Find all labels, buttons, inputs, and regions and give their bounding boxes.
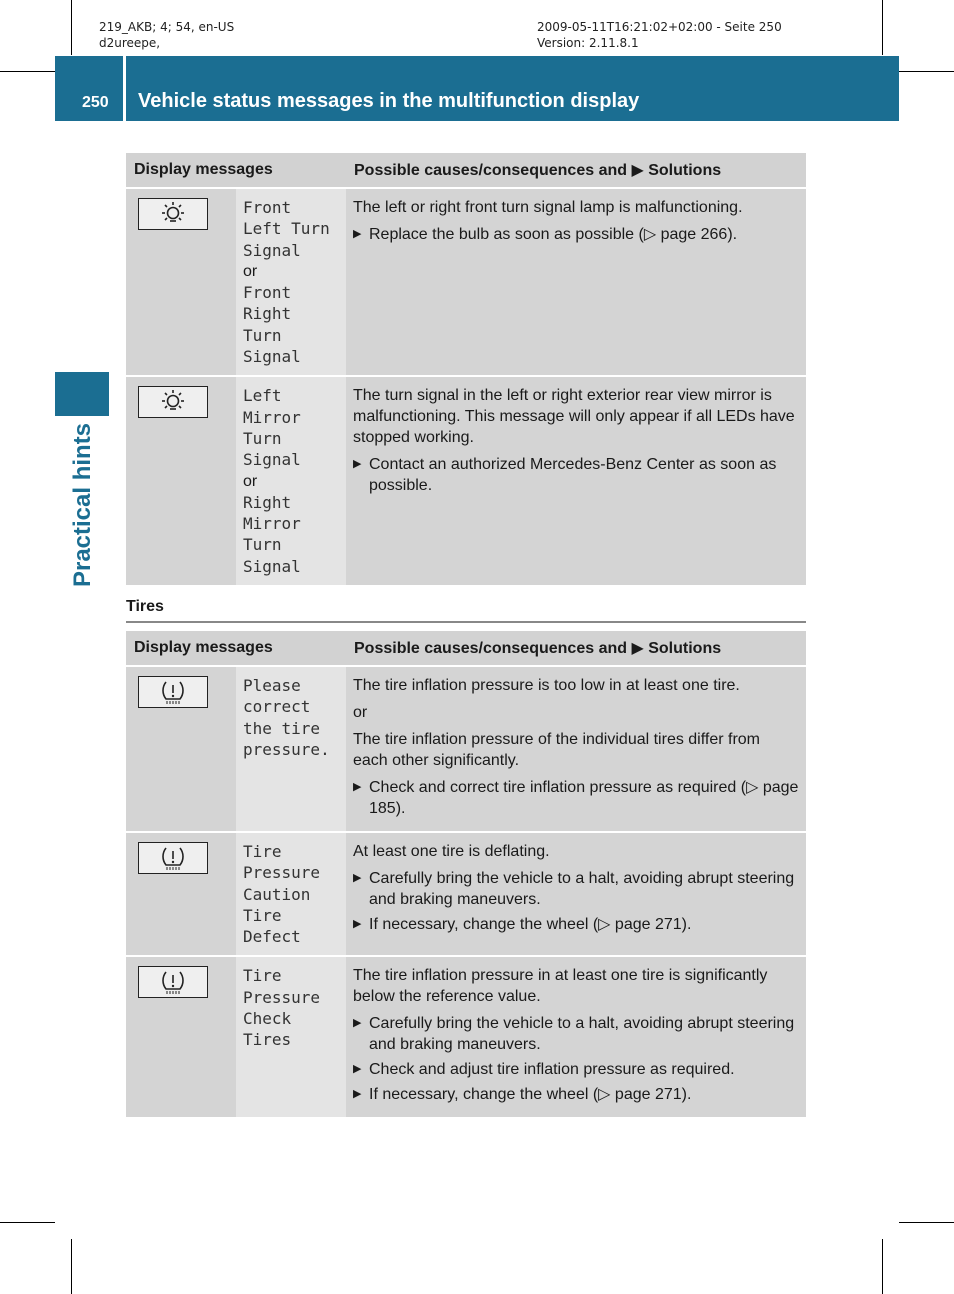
- step-arrow-icon: ▶: [353, 918, 362, 930]
- step-text: If necessary, change the wheel (▷ page 271).: [369, 916, 692, 933]
- column-header-solutions-text: Possible causes/consequences and: [354, 162, 628, 179]
- solution-step: [353, 1013, 799, 1055]
- crop-mark: [0, 71, 55, 72]
- table-header-row: [126, 153, 806, 188]
- display-message-line: correct: [243, 697, 311, 717]
- step-arrow-icon: ▶: [353, 872, 362, 884]
- crop-mark: [882, 1239, 883, 1294]
- crop-mark: [71, 0, 72, 55]
- display-message-line: Signal: [243, 450, 301, 470]
- table-row: [126, 956, 806, 1118]
- solution-step: [353, 868, 799, 910]
- display-message-line: Tires: [243, 1030, 292, 1050]
- table-row: [126, 666, 806, 832]
- tire-pressure-warning-icon: [138, 676, 208, 708]
- step-arrow-icon: ▶: [353, 1017, 362, 1030]
- display-message-line: Tire: [243, 966, 282, 986]
- display-message-line: Check: [243, 1009, 292, 1029]
- solution-cell: [346, 956, 806, 1118]
- step-text: Contact an authorized Mercedes-Benz Center as soon as possible.: [369, 456, 777, 495]
- display-message-line: Defect: [243, 927, 301, 947]
- solution-step: [353, 1084, 799, 1105]
- tire-messages-table: [126, 631, 806, 1119]
- display-message-line: pressure.: [243, 739, 330, 759]
- solution-step: [353, 777, 799, 819]
- crop-mark: [71, 1239, 72, 1294]
- step-text: If necessary, change the wheel (▷ page 271).: [369, 1086, 692, 1104]
- step-text: Replace the bulb as soon as possible (▷ page 266).: [369, 226, 738, 243]
- solution-step: [353, 454, 799, 496]
- meta-left-line2: d2ureepe,: [99, 36, 161, 50]
- table-header-row: [126, 631, 806, 666]
- column-header-solutions-tail: Solutions: [648, 640, 722, 657]
- display-message-line: Turn: [243, 325, 282, 345]
- cause-text: The turn signal in the left or right exterior rear view mirror is malfunctioning. This message will only appear if all LEDs have stopped working.: [353, 387, 795, 447]
- or-text: or: [243, 262, 258, 280]
- column-header-display-messages: Display messages: [126, 631, 346, 666]
- header-divider: [123, 56, 126, 121]
- message-cell: [236, 956, 346, 1118]
- display-message-line: Left: [243, 386, 282, 406]
- table-row: [126, 376, 806, 586]
- section-heading-tires: Tires: [126, 598, 164, 615]
- chapter-tab: [55, 372, 109, 416]
- chapter-label: Practical hints: [69, 422, 96, 588]
- column-header-display-messages: Display messages: [126, 153, 346, 188]
- crop-mark: [0, 1222, 55, 1223]
- column-header-solutions-tail: Solutions: [648, 162, 722, 179]
- display-message-line: Tire: [243, 905, 282, 925]
- icon-cell: [126, 188, 236, 376]
- meta-right-line1: 2009-05-11T16:21:02+02:00 - Seite 250: [537, 20, 782, 34]
- print-meta-left: [99, 19, 234, 51]
- display-message-line: Right: [243, 304, 292, 324]
- step-text: Check and adjust tire inflation pressure as required.: [369, 1061, 735, 1079]
- message-cell: [236, 832, 346, 956]
- message-cell: [236, 376, 346, 586]
- cause-text: The tire inflation pressure of the individual tires differ from each other significantly.: [353, 731, 761, 769]
- step-arrow-icon: ▶: [353, 458, 362, 471]
- meta-right-line2: Version: 2.11.8.1: [537, 36, 639, 50]
- crop-mark: [899, 1222, 954, 1223]
- display-message-line: Caution: [243, 884, 311, 904]
- icon-cell: [126, 832, 236, 956]
- crop-mark: [899, 71, 954, 72]
- message-cell: [236, 188, 346, 376]
- display-message-line: the tire: [243, 718, 321, 738]
- column-header-solutions: [346, 153, 806, 188]
- table-row: [126, 832, 806, 956]
- light-bulb-icon: [138, 386, 208, 418]
- solution-step: [353, 914, 799, 935]
- step-text: Carefully bring the vehicle to a halt, avoiding abrupt steering and braking maneuvers.: [369, 1015, 795, 1054]
- print-meta-right: [537, 19, 782, 51]
- lighting-messages-table: [126, 153, 806, 587]
- solution-step: [353, 1059, 799, 1080]
- display-message-line: Right: [243, 492, 292, 512]
- solution-step: [353, 224, 799, 245]
- tire-pressure-warning-icon: [138, 966, 208, 998]
- display-message-line: Signal: [243, 240, 301, 260]
- display-message-line: Pressure: [243, 863, 321, 883]
- step-arrow-icon: ▶: [353, 781, 362, 793]
- meta-left-line1: 219_AKB; 4; 54, en-US: [99, 20, 235, 34]
- step-text: Check and correct tire inflation pressure as required (▷ page 185).: [369, 779, 799, 817]
- crop-mark: [882, 0, 883, 55]
- display-message-line: Mirror: [243, 407, 301, 427]
- solution-cell: [346, 188, 806, 376]
- solution-cell: [346, 666, 806, 832]
- solution-arrow-icon: ▶: [631, 162, 644, 179]
- display-message-line: Please: [243, 676, 301, 695]
- message-cell: [236, 666, 346, 832]
- light-bulb-icon: [138, 198, 208, 230]
- solution-cell: [346, 832, 806, 956]
- display-message-line: Front: [243, 283, 292, 303]
- step-arrow-icon: ▶: [353, 1063, 362, 1076]
- display-message-line: Turn: [243, 428, 282, 448]
- display-message-line: Pressure: [243, 987, 321, 1007]
- display-message-line: Left Turn: [243, 219, 330, 239]
- display-message-line: Mirror: [243, 514, 301, 534]
- display-message-line: Front: [243, 198, 292, 217]
- column-header-solutions-text: Possible causes/consequences and: [354, 640, 628, 657]
- section-rule: [126, 621, 806, 623]
- display-message-line: Tire: [243, 842, 282, 861]
- solution-cell: [346, 376, 806, 586]
- step-text: Carefully bring the vehicle to a halt, avoiding abrupt steering and braking maneuvers.: [369, 870, 795, 908]
- cause-text: The tire inflation pressure is too low in at least one tire.: [353, 677, 740, 694]
- column-header-solutions: [346, 631, 806, 666]
- page-title: Vehicle status messages in the multifunction display: [138, 90, 640, 112]
- page-number: 250: [82, 94, 109, 111]
- cause-text: The left or right front turn signal lamp is malfunctioning.: [353, 199, 743, 216]
- icon-cell: [126, 376, 236, 586]
- tire-pressure-warning-icon: [138, 842, 208, 874]
- solution-arrow-icon: ▶: [631, 640, 644, 657]
- table-row: [126, 188, 806, 376]
- or-text: or: [243, 472, 258, 490]
- display-message-line: Signal: [243, 347, 301, 367]
- display-message-line: Turn: [243, 535, 282, 555]
- step-arrow-icon: ▶: [353, 1088, 362, 1101]
- icon-cell: [126, 956, 236, 1118]
- step-arrow-icon: ▶: [353, 228, 362, 240]
- icon-cell: [126, 666, 236, 832]
- cause-text: At least one tire is deflating.: [353, 843, 550, 860]
- or-text: or: [353, 704, 368, 721]
- cause-text: The tire inflation pressure in at least one tire is significantly below the reference value.: [353, 967, 768, 1006]
- display-message-line: Signal: [243, 556, 301, 576]
